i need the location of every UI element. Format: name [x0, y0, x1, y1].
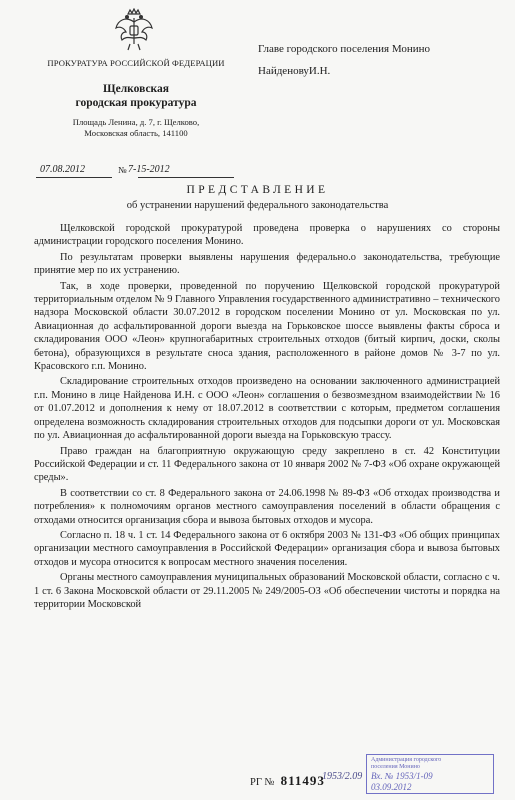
document-title: ПРЕДСТАВЛЕНИЕ — [186, 184, 329, 196]
registration-number — [250, 773, 325, 789]
organization-name: ПРОКУРАТУРА РОССИЙСКОЙ ФЕДЕРАЦИИ — [47, 58, 225, 68]
paragraph-5: Право граждан на благоприятную окружающую среду закреплено в ст. 42 Конституции Российской Федерации и ст. 11 Федерального закона от 10 января 2002 № 7-ФЗ «Об охране окружающей среды». — [34, 445, 500, 484]
paragraph-6: В соответствии со ст. 8 Федерального закона от 24.06.1998 № 89-ФЗ «Об отходах производства и потребления» к полномочиям органов местного самоуправления поселений в области обращения с отходами относится организация сбора и вывоза бытовых отходов и мусора. — [34, 487, 500, 526]
outgoing-reference — [36, 164, 236, 178]
stamp-handwritten-number: Вх. № 1953/1-09 — [371, 771, 433, 781]
document-subtitle: об устранении нарушений федерального законодательства — [126, 200, 389, 211]
paragraph-8: Органы местного самоуправления муниципальных образований Московской области, согласно с ч. 1 ст. 6 Закона Московской области от 29.11.2005 № 249/2005-ОЗ «Об обеспечении чистоты и порядка на территории Московской — [34, 572, 500, 610]
number-label: № — [118, 165, 127, 175]
document-body — [34, 222, 500, 613]
paragraph-3: Так, в ходе проверки, проведенной по поручению Щелковской городской прокуратурой территориальным отделом № 9 Главного Управления государственного административно – технического надзора Московской области 30.07.2012 в городском поселении Монино от ул. Московская по ул. Авиационная до асфальтированной дороги выезда на Горьковское шоссе выявлены факты сброса и складирования ООО «Леон» крупногабаритных строительных отходов (битый кирпич, доски, сколы бетона), образующихся в результате сноса здания, расположенного в районе домов № 3-7 по ул. Красовского г.п. Монино. — [34, 280, 500, 373]
date-underline — [36, 177, 112, 178]
paragraph-4: Складирование строительных отходов произведено на основании заключенного администрацией г.п. Монино в лице Найденова И.Н. с ООО «Леон» соглашения о безвозмездном взаимодействии № 16 от 01.07.2012 и дополнения к нему от 18.07.2012 в соответствии с которым, предметом соглашения определена возможность складирования строительных отходов для подсыпки дороги от ул. Московская по ул. Авиационная до асфальтированной дороги выезда на Горьковскую трассу. — [34, 376, 500, 442]
addressee-line1: Главе городского поселения Монино — [258, 43, 431, 55]
office-name — [36, 82, 236, 110]
stamp-line2: поселения Монино — [371, 764, 420, 770]
handwritten-note: 1953/2.09 — [322, 771, 363, 782]
stamp-handwritten-date: 03.09.2012 — [371, 782, 412, 792]
address-line1: Площадь Ленина, д. 7, г. Щелково, — [72, 117, 200, 127]
number-underline — [138, 177, 234, 178]
addressee-line2: НайденовуИ.Н. — [258, 65, 331, 77]
paragraph-2: По результатам проверки выявлены нарушения федерально.о законодательства, требующие принятие мер по их устранению. — [34, 251, 500, 277]
office-name-line2: городская прокуратура — [75, 97, 197, 109]
office-address — [36, 117, 236, 139]
office-name-line1: Щелковская — [102, 83, 169, 95]
double-headed-eagle-emblem-icon — [112, 8, 156, 52]
paragraph-1: Щелковской городской прокуратурой проведена проверка о нарушениях со стороны администрации городского поселения Монино. — [34, 223, 500, 248]
registration-label: РГ № — [250, 777, 275, 788]
addressee — [258, 38, 498, 82]
incoming-stamp — [366, 754, 494, 794]
address-line2: Московская область, 141100 — [84, 128, 188, 138]
registration-value: 811493 — [280, 773, 325, 788]
outgoing-date: 07.08.2012 — [40, 164, 85, 175]
stamp-line1: Администрация городского — [371, 757, 442, 763]
outgoing-number: 7-15-2012 — [128, 164, 170, 175]
paragraph-7: Согласно п. 18 ч. 1 ст. 14 Федерального закона от 6 октября 2003 № 131-ФЗ «Об общих принципах организации местного самоуправления в Российской Федерации» организация сбора и вывоза бытовых отходов и мусора относится к вопросам местного значения поселения. — [34, 529, 500, 568]
